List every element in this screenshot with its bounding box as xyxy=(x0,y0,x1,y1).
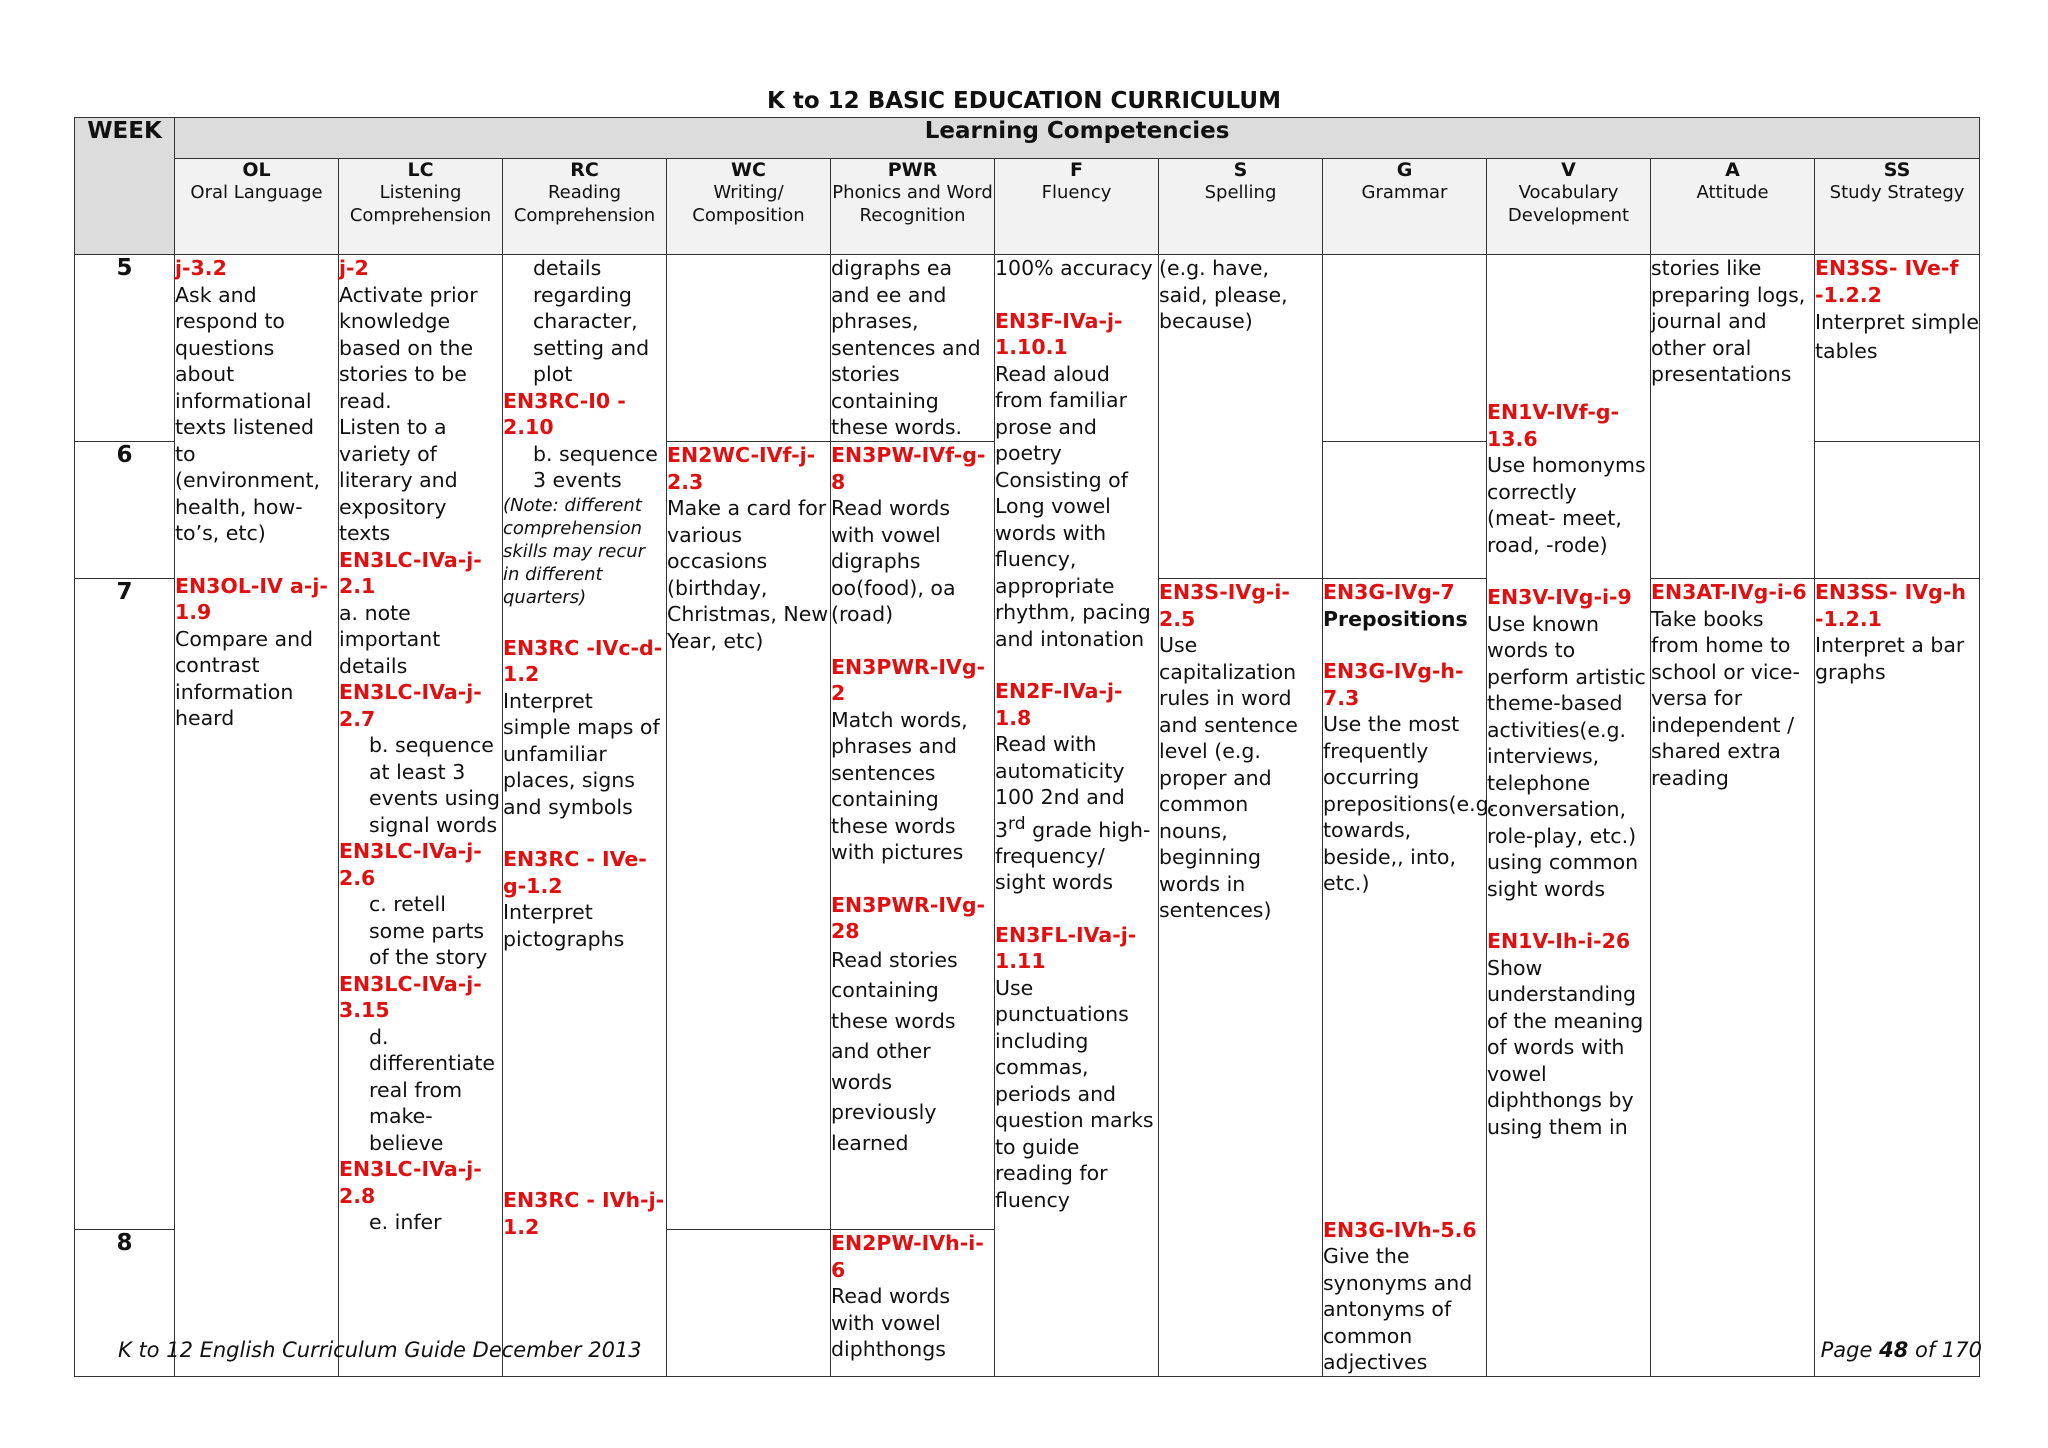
column-header-g: G Grammar xyxy=(1323,159,1487,255)
curriculum-table xyxy=(74,117,1980,1377)
week-header: WEEK xyxy=(75,118,175,255)
s-cell-week7-8: EN3S-IVg-i-2.5 Use capitalization rules in word and sentence level (e.g. proper and common nouns, beginning words in sentences) xyxy=(1159,579,1323,1377)
g-cell-week5 xyxy=(1323,255,1487,442)
column-header-pwr: PWR Phonics and Word Recognition xyxy=(831,159,995,255)
column-header-wc: WC Writing/ Composition xyxy=(667,159,831,255)
f-cell: 100% accuracy EN3F-IVa-j-1.10.1 Read aloud from familiar prose and poetry Consisting of Long vowel words with fluency, appropriate rhythm, pacing and intonation EN2F-IVa-j-1.8 Read with automaticity 100 2nd and 3rd grade high-frequency/ sight words EN3FL-IVa-j-1.11 Use punctuations including commas, periods and question marks to guide reading for fluency xyxy=(995,255,1159,1377)
rc-cell: details regarding character, setting and plot EN3RC-I0 - 2.10 b. sequence 3 events (Note: different comprehension skills may recur in different quarters) EN3RC -IVc-d-1.2 Interpret simple maps of unfamiliar places, signs and symbols EN3RC - IVe-g-1.2 Interpret pictographs EN3RC - IVh-j-1.2 xyxy=(503,255,667,1377)
v-cell: EN1V-IVf-g-13.6 Use homonyms correctly (meat- meet, road, -rode) EN3V-IVg-i-9 Use known words to perform artistic theme-based activities(e.g. interviews, telephone conversation, role-play, etc.) using common sight words EN1V-Ih-i-26 Show understanding of the meaning of words with vowel diphthongs by using them in xyxy=(1487,255,1651,1377)
wc-cell-week6-7: EN2WC-IVf-j-2.3 Make a card for various occasions (birthday, Christmas, New Year, etc) xyxy=(667,442,831,1230)
week-5: 5 xyxy=(75,255,175,442)
ss-cell-week5: EN3SS- IVe-f -1.2.2 Interpret simple tables xyxy=(1815,255,1980,442)
week-6: 6 xyxy=(75,442,175,579)
week-8: 8 xyxy=(75,1230,175,1376)
learning-competencies-header: Learning Competencies xyxy=(175,118,1980,159)
a-cell-week5-6: stories like preparing logs, journal and other oral presentations xyxy=(1651,255,1815,579)
column-header-rc: RC Reading Comprehension xyxy=(503,159,667,255)
wc-cell-week5 xyxy=(667,255,831,442)
column-header-ss: SS Study Strategy xyxy=(1815,159,1980,255)
column-header-lc: LC Listening Comprehension xyxy=(339,159,503,255)
lc-cell: j-2 Activate prior knowledge based on the stories to be read. Listen to a variety of literary and expository texts EN3LC-IVa-j-2.1 a. note important details EN3LC-IVa-j-2.7 b. sequence at least 3 events using signal words EN3LC-IVa-j-2.6 c. retell some parts of the story EN3LC-IVa-j-3.15 d. differentiate real from make-believe EN3LC-IVa-j-2.8 e. infer xyxy=(339,255,503,1377)
ol-cell: j-3.2 Ask and respond to questions about informational texts listened to (environment, health, how-to’s, etc) EN3OL-IV a-j-1.9 Compare and contrast information heard xyxy=(175,255,339,1377)
document-title: K to 12 BASIC EDUCATION CURRICULUM xyxy=(767,88,1281,114)
column-header-f: F Fluency xyxy=(995,159,1159,255)
pwr-cell-week6-7: EN3PW-IVf-g-8 Read words with vowel digraphs oo(food), oa (road) EN3PWR-IVg-2 Match words, phrases and sentences containing these words with pictures EN3PWR-IVg-28 Read stories containing these words and other words previously learned xyxy=(831,442,995,1230)
footer-page-number: Page 48 of 170 xyxy=(1820,1338,1982,1362)
ss-cell-week7-8: EN3SS- IVg-h -1.2.1 Interpret a bar graphs xyxy=(1815,579,1980,1377)
pwr-cell-week8: EN2PW-IVh-i-6 Read words with vowel diphthongs xyxy=(831,1230,995,1376)
footer-guide-title: K to 12 English Curriculum Guide December 2013 xyxy=(118,1338,642,1362)
a-cell-week7-8: EN3AT-IVg-i-6 Take books from home to school or vice-versa for independent / shared extra reading xyxy=(1651,579,1815,1377)
week-7: 7 xyxy=(75,579,175,1230)
pwr-cell-week5: digraphs ea and ee and phrases, sentences and stories containing these words. xyxy=(831,255,995,442)
g-cell-week7-8: EN3G-IVg-7 Prepositions EN3G-IVg-h-7.3 Use the most frequently occurring prepositions(e.g. towards, beside,, into, etc.) EN3G-IVh-5.6 Give the synonyms and antonyms of common adjectives xyxy=(1323,580,1496,1374)
column-header-v: V Vocabulary Development xyxy=(1487,159,1651,255)
column-header-a: A Attitude xyxy=(1651,159,1815,255)
ss-cell-week6 xyxy=(1815,442,1980,579)
s-cell-week5-6: (e.g. have, said, please, because) xyxy=(1159,255,1323,579)
column-header-ol: OL Oral Language xyxy=(175,159,339,255)
g-cell-week6 xyxy=(1323,442,1487,579)
wc-cell-week8 xyxy=(667,1230,831,1376)
column-header-s: S Spelling xyxy=(1159,159,1323,255)
